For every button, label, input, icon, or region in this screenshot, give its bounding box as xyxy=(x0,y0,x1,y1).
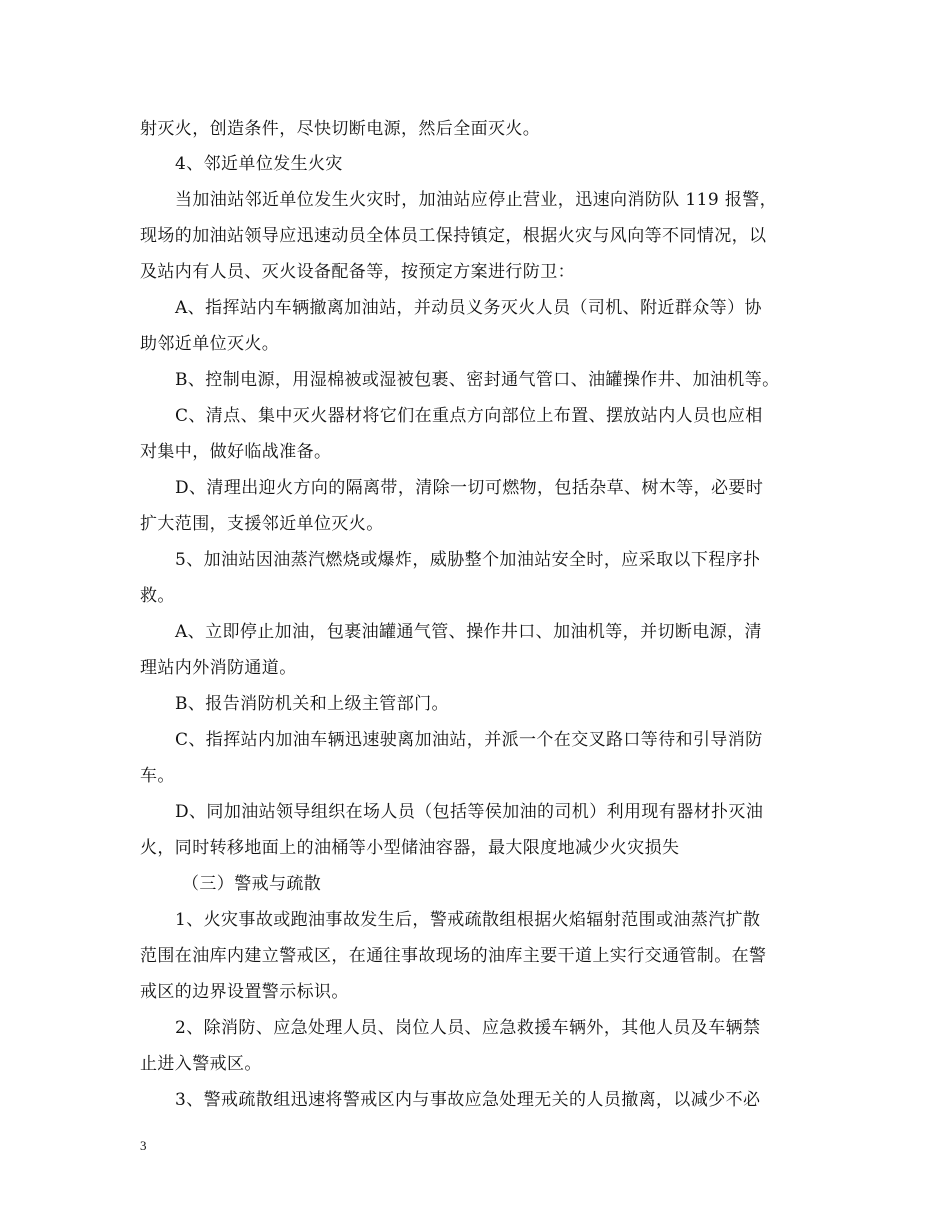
section-heading: 4、邻近单位发生火灾 xyxy=(175,154,343,174)
text-line: 戒区的边界设置警示标识。 xyxy=(140,982,349,1002)
text-line: 扩大范围，支援邻近单位灭火。 xyxy=(140,514,384,534)
section-heading: （三）警戒与疏散 xyxy=(182,874,322,894)
text-line: B、控制电源，用湿棉被或湿被包裹、密封通气管口、油罐操作井、加油机等。 xyxy=(175,370,780,390)
text-line: 1、火灾事故或跑油事故发生后，警戒疏散组根据火焰辐射范围或油蒸汽扩散 xyxy=(175,910,761,930)
text-line: 对集中，做好临战准备。 xyxy=(140,442,332,462)
text-line: 当加油站邻近单位发生火灾时，加油站应停止营业，迅速向消防队 119 报警， xyxy=(175,190,778,210)
text-line: C、清点、集中灭火器材将它们在重点方向部位上布置、摆放站内人员也应相 xyxy=(175,406,763,426)
text-line: 射灭火，创造条件，尽快切断电源，然后全面灭火。 xyxy=(140,119,541,139)
text-line: 2、除消防、应急处理人员、岗位人员、应急救援车辆外，其他人员及车辆禁 xyxy=(175,1018,761,1038)
text-line: 及站内有人员、灭火设备配备等，按预定方案进行防卫： xyxy=(140,262,575,282)
text-line: A、指挥站内车辆撤离加油站，并动员义务灭火人员（司机、附近群众等）协 xyxy=(175,298,762,318)
text-line: 车。 xyxy=(140,766,175,786)
page-number: 3 xyxy=(140,1138,147,1153)
text-line: 3、警戒疏散组迅速将警戒区内与事故应急处理无关的人员撤离，以减少不必 xyxy=(175,1090,761,1110)
text-line: C、指挥站内加油车辆迅速驶离加油站，并派一个在交叉路口等待和引导消防 xyxy=(175,730,763,750)
text-line: A、立即停止加油，包裹油罐通气管、操作井口、加油机等，并切断电源，清 xyxy=(175,622,762,642)
text-line: 助邻近单位灭火。 xyxy=(140,334,280,354)
text-line: D、同加油站领导组织在场人员（包括等侯加油的司机）利用现有器材扑灭油 xyxy=(175,802,764,822)
text-line: D、清理出迎火方向的隔离带，清除一切可燃物，包括杂草、树木等，必要时 xyxy=(175,478,764,498)
text-line: 范围在油库内建立警戒区，在通往事故现场的油库主要干道上实行交通管制。在警 xyxy=(140,946,767,966)
text-line: 理站内外消防通道。 xyxy=(140,658,297,678)
text-line: B、报告消防机关和上级主管部门。 xyxy=(175,694,449,714)
text-line: 现场的加油站领导应迅速动员全体员工保持镇定，根据火灾与风向等不同情况，以 xyxy=(140,226,767,246)
text-line: 救。 xyxy=(140,586,175,606)
text-line: 止进入警戒区。 xyxy=(140,1054,262,1074)
section-heading: 5、加油站因油蒸汽燃烧或爆炸，威胁整个加油站安全时，应采取以下程序扑 xyxy=(175,550,761,570)
text-line: 火，同时转移地面上的油桶等小型储油容器，最大限度地减少火灾损失 xyxy=(140,838,680,858)
